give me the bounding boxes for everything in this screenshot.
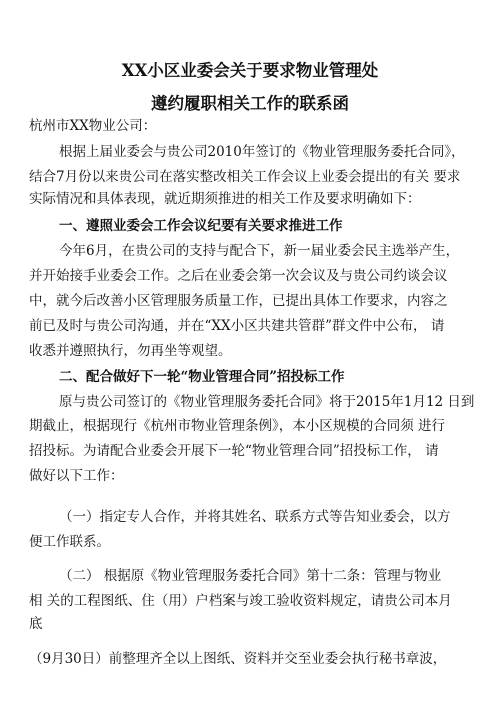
paragraph-3-line-4: 做好以下工作： bbox=[29, 468, 124, 484]
paragraph-2-line-3: 中，就今后改善小区管理服务质量工作，已提出具体工作要求，内容之 bbox=[29, 293, 448, 309]
paragraph-1-line-2: 结合7月份以来贵公司在落实整改相关工作会议上业委会提出的有关 要求 bbox=[29, 169, 461, 185]
paragraph-4-line-1: （一）指定专人合作，并将其姓名、联系方式等告知业委会，以方 bbox=[59, 509, 451, 525]
paragraph-1-line-1: 根据上届业委会与贵公司2010年签订的《物业管理服务委托合同》， bbox=[59, 144, 465, 160]
paragraph-3-line-2: 期截止，根据现行《杭州市物业管理条例》，本小区规模的合同须 进行 bbox=[29, 418, 446, 434]
paragraph-2-line-4: 前已及时与贵公司沟通，并在“XX小区共建共管群”群文件中公布， 请 bbox=[29, 318, 445, 334]
paragraph-5-line-3: 底 bbox=[29, 616, 43, 632]
document-title-line-2: 遵约履职相关工作的联系函 bbox=[151, 94, 349, 113]
paragraph-5-line-2: 相 关的工程图纸、住（用）户档案与竣工验收资料规定，请贵公司本月 bbox=[29, 593, 452, 609]
paragraph-3-line-1: 原与贵公司签订的《物业管理服务委托合同》将于2015年1月12 日到 bbox=[59, 394, 475, 410]
recipient-line: 杭州市XX物业公司： bbox=[29, 118, 157, 134]
paragraph-2-line-1: 今年6月，在贵公司的支持与配合下，新一届业委会民主选举产生， bbox=[59, 243, 460, 259]
paragraph-2-line-2: 并开始接手业委会工作。之后在业委会第一次会议及与贵公司约谈会议 bbox=[29, 268, 448, 284]
document-title-line-1: XX小区业委会关于要求物业管理处 bbox=[121, 61, 379, 80]
paragraph-5-line-4: （9月30日）前整理齐全以上图纸、资料并交至业委会执行秘书章波， bbox=[29, 651, 447, 667]
section-heading-2: 二、配合做好下一轮“物业管理合同”招投标工作 bbox=[59, 369, 345, 385]
paragraph-2-line-5: 收悉并遵照执行，勿再坐等观望。 bbox=[29, 343, 232, 359]
section-heading-1: 一、遵照业委会工作会议纪要有关要求推进工作 bbox=[59, 218, 343, 234]
paragraph-4-line-2: 便工作联系。 bbox=[29, 534, 110, 550]
paragraph-3-line-3: 招投标。为请配合业委会开展下一轮“物业管理合同”招投标工作， 请 bbox=[29, 443, 439, 459]
paragraph-5-line-1: （二） 根据原《物业管理服务委托合同》第十二条：管理与物业 bbox=[59, 568, 442, 584]
paragraph-1-line-3: 实际情况和具体表现，就近期须推进的相关工作及要求明确如下： bbox=[29, 191, 421, 207]
